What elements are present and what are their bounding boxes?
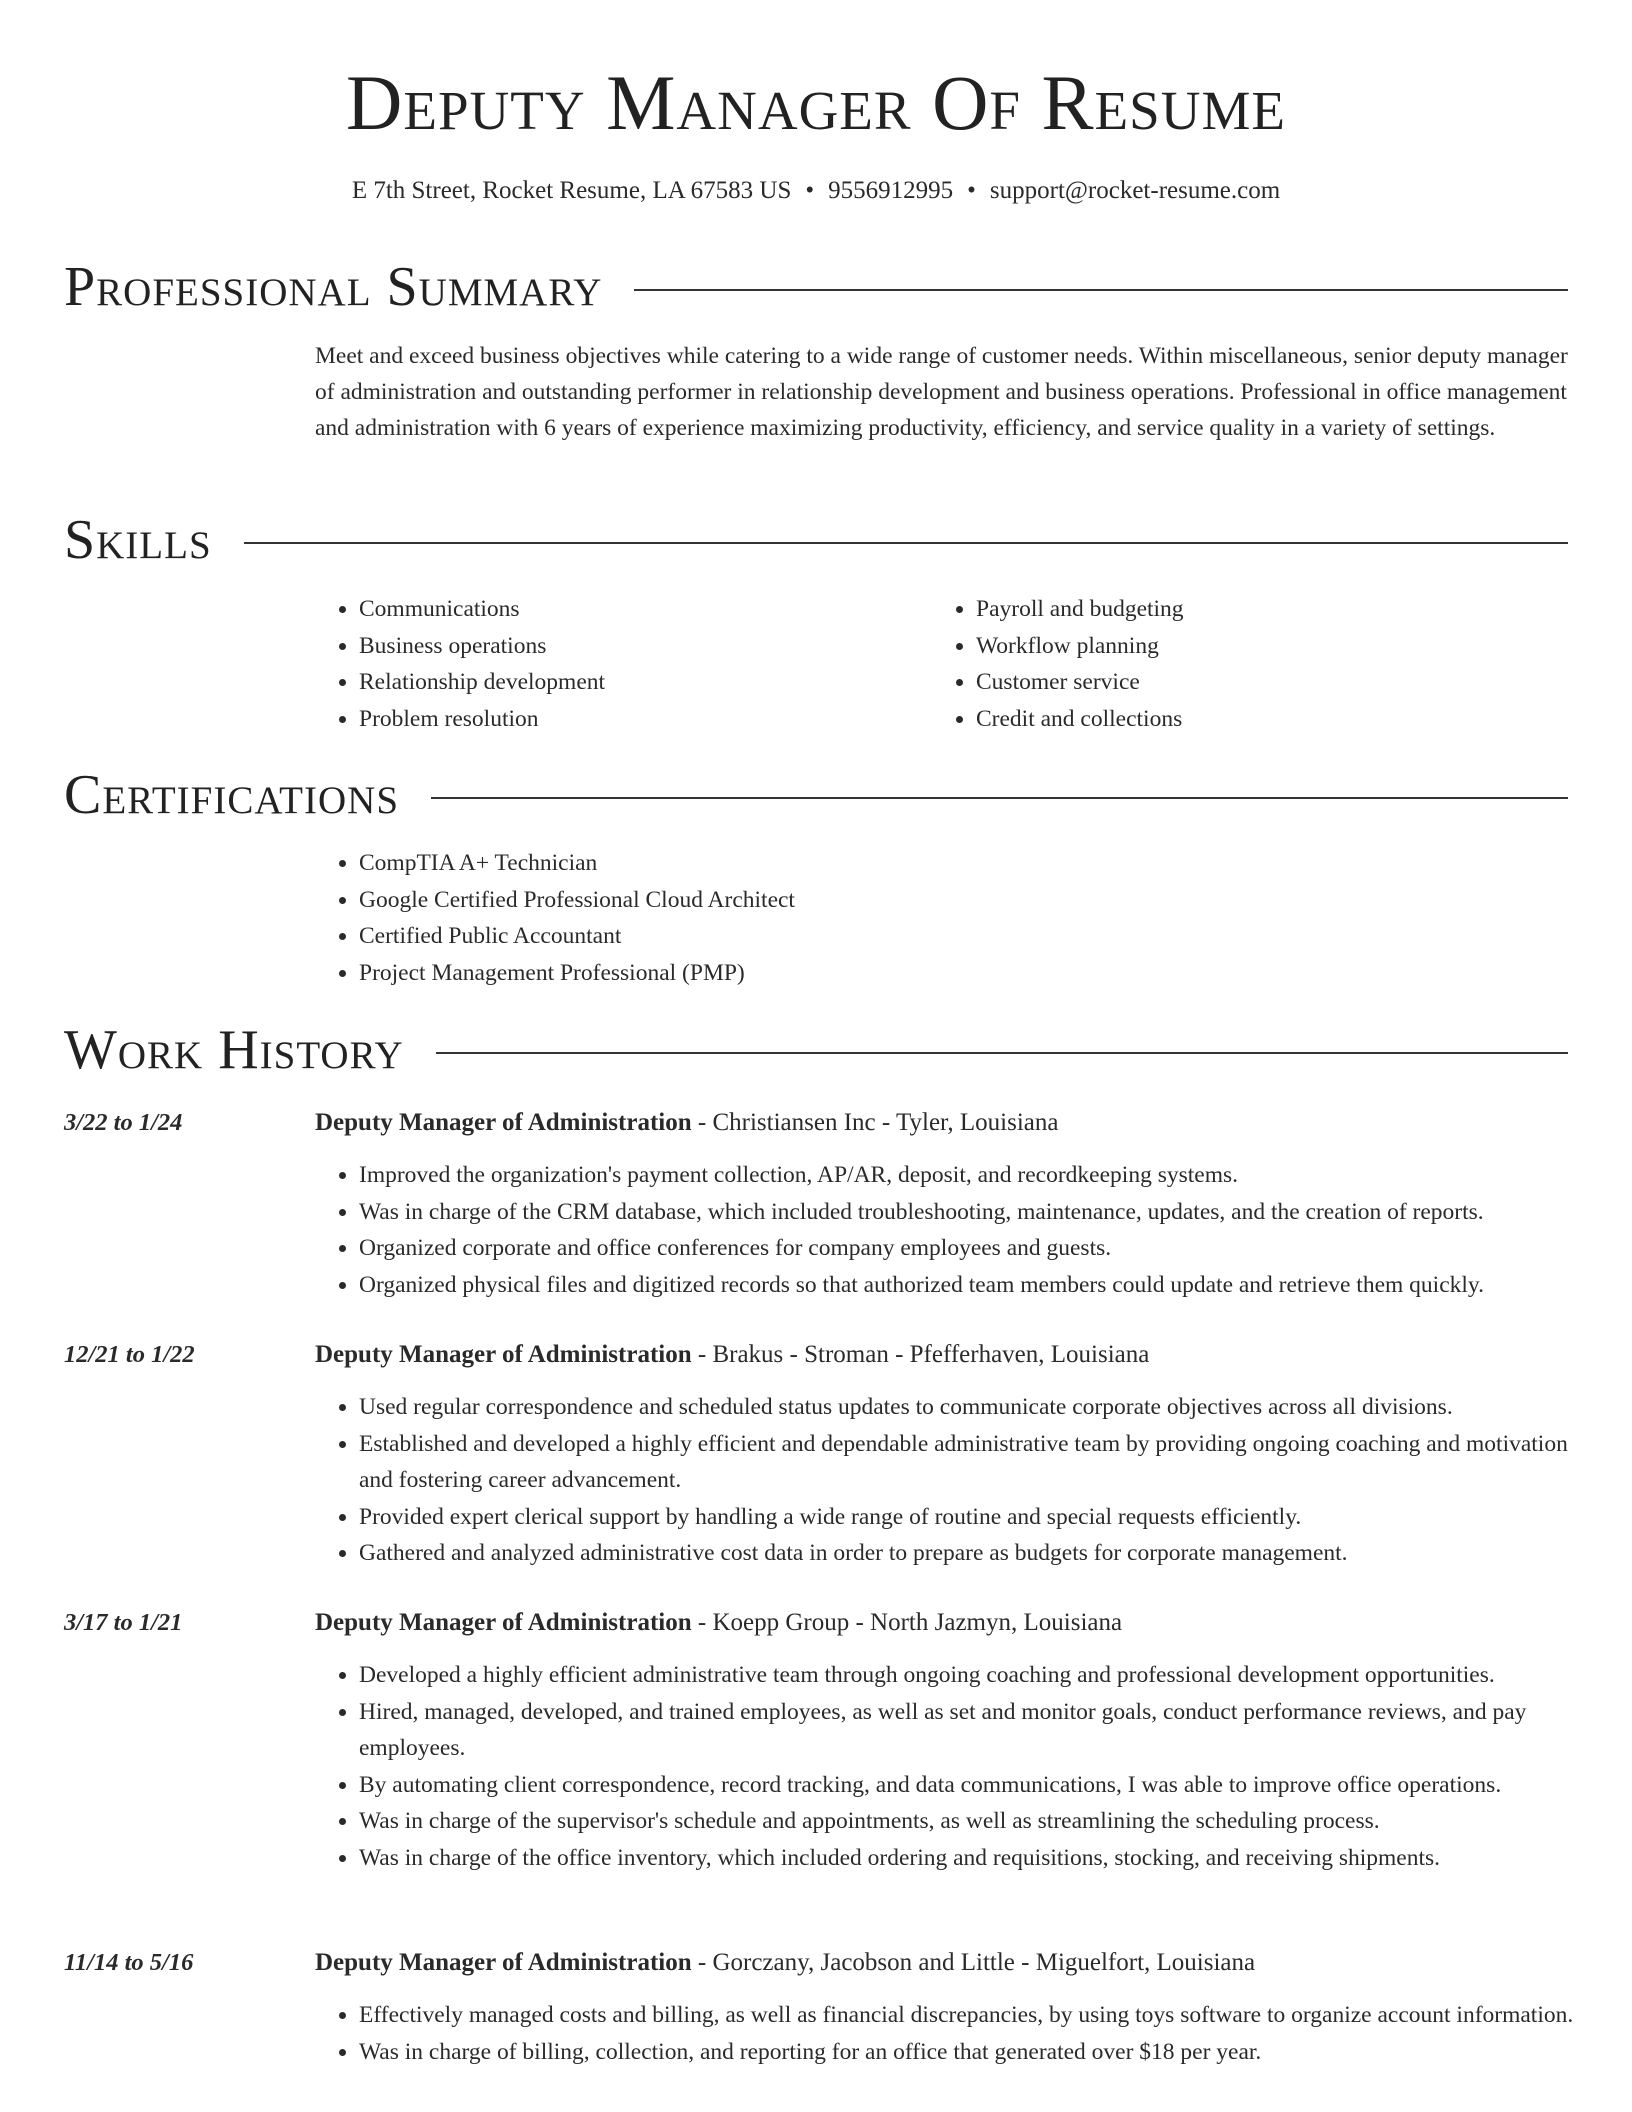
contact-separator: • [967,177,976,204]
job-dates: 3/22 to 1/24 [64,1109,183,1136]
duty-item: • Provided expert clerical support by handling a wide range of routine and special requests efficiently. [359,1499,1578,1536]
job-role: Deputy Manager of Administration [315,1341,692,1368]
summary-text: Meet and exceed business objectives while catering to a wide range of customer needs. Within miscellaneous, senior deputy manager of administration and outstanding performer in relationship development and business operations. Professional in office management and administration with 6 years of experience maximizing productivity, efficiency, and service quality in a variety of settings. [315,343,1568,441]
skills-column-left [315,591,605,737]
job-role: Deputy Manager of Administration [315,1109,692,1136]
skill-item: • Relationship development [359,664,605,701]
job-dates: 11/14 to 5/16 [64,1949,194,1976]
certifications-list [315,845,795,991]
section-header-skills [64,505,1568,575]
duty-item: • Was in charge of billing, collection, and reporting for an office that generated over $18 per year. [359,2034,1578,2071]
certification-item: • Certified Public Accountant [359,918,795,955]
skill-item: • Credit and collections [976,701,1184,738]
skill-item: • Customer service [976,664,1184,701]
section-title-work-history: Work History [64,1019,404,1081]
duty-item: • Gathered and analyzed administrative cost data in order to prepare as budgets for corporate management. [359,1535,1578,1572]
contact-email: support@rocket-resume.com [989,177,1281,204]
duty-item: • Was in charge of the supervisor's schedule and appointments, as well as streamlining the scheduling process. [359,1803,1578,1840]
duty-item: • Hired, managed, developed, and trained employees, as well as set and monitor goals, conduct performance reviews, and pay employees. [359,1694,1578,1767]
contact-separator: • [805,177,815,204]
duty-item: • Improved the organization's payment collection, AP/AR, deposit, and recordkeeping systems. [359,1157,1578,1194]
contact-line [0,174,1632,208]
job-role: Deputy Manager of Administration [315,1609,692,1636]
job-dates: 3/17 to 1/21 [64,1609,183,1636]
job-title-line [315,1945,1568,1981]
resume-name: Deputy Manager Of Resume [346,59,1286,146]
job-employer: - Gorczany, Jacobson and Little - Miguelfort, Louisiana [691,1949,1256,1976]
job-dates: 12/21 to 1/22 [64,1341,195,1368]
section-header-work-history [64,1015,1568,1085]
job-title-line [315,1605,1568,1641]
section-divider [431,797,1568,799]
skill-item: • Problem resolution [359,701,605,738]
job-duties [315,1389,1578,1572]
section-title-summary: Professional Summary [64,256,603,318]
duty-item: • Was in charge of the CRM database, which included troubleshooting, maintenance, updates, and the creation of reports. [359,1194,1578,1231]
skill-item: • Business operations [359,628,605,665]
section-divider [244,542,1568,544]
job-title-line [315,1105,1568,1141]
skill-item: • Communications [359,591,605,628]
job-duties [315,1997,1578,2070]
section-title-certifications: Certifications [64,764,400,826]
job-role: Deputy Manager of Administration [315,1949,692,1976]
contact-address: E 7th Street, Rocket Resume, LA 67583 US [351,177,792,204]
section-title-skills: Skills [64,509,212,571]
section-header-summary [64,252,1568,322]
job-employer: - Koepp Group - North Jazmyn, Louisiana [691,1609,1123,1636]
section-divider [436,1052,1568,1054]
skill-item: • Payroll and budgeting [976,591,1184,628]
skill-item: • Workflow planning [976,628,1184,665]
skills-column-right [932,591,1184,737]
job-employer: - Brakus - Stroman - Pfefferhaven, Louisiana [691,1341,1150,1368]
duty-item: • By automating client correspondence, record tracking, and data communications, I was able to improve office operations. [359,1767,1578,1804]
job-duties [315,1657,1578,1876]
duty-item: • Organized physical files and digitized records so that authorized team members could update and retrieve them quickly. [359,1267,1578,1304]
job-title-line [315,1337,1568,1373]
section-divider [634,289,1568,291]
certification-item: • Project Management Professional (PMP) [359,955,795,992]
certification-item: • Google Certified Professional Cloud Architect [359,882,795,919]
certification-item: • CompTIA A+ Technician [359,845,795,882]
duty-item: • Established and developed a highly efficient and dependable administrative team by providing ongoing coaching and motivation and fostering career advancement. [359,1426,1578,1499]
duty-item: • Effectively managed costs and billing, as well as financial discrepancies, by using toys software to organize account information. [359,1997,1578,2034]
contact-phone: 9556912995 [828,177,954,204]
section-header-certifications [64,760,1568,830]
job-employer: - Christiansen Inc - Tyler, Louisiana [691,1109,1059,1136]
duty-item: • Developed a highly efficient administrative team through ongoing coaching and professional development opportunities. [359,1657,1578,1694]
job-duties [315,1157,1578,1303]
duty-item: • Was in charge of the office inventory, which included ordering and requisitions, stocking, and receiving shipments. [359,1840,1578,1877]
duty-item: • Used regular correspondence and scheduled status updates to communicate corporate objectives across all divisions. [359,1389,1578,1426]
duty-item: • Organized corporate and office conferences for company employees and guests. [359,1230,1578,1267]
